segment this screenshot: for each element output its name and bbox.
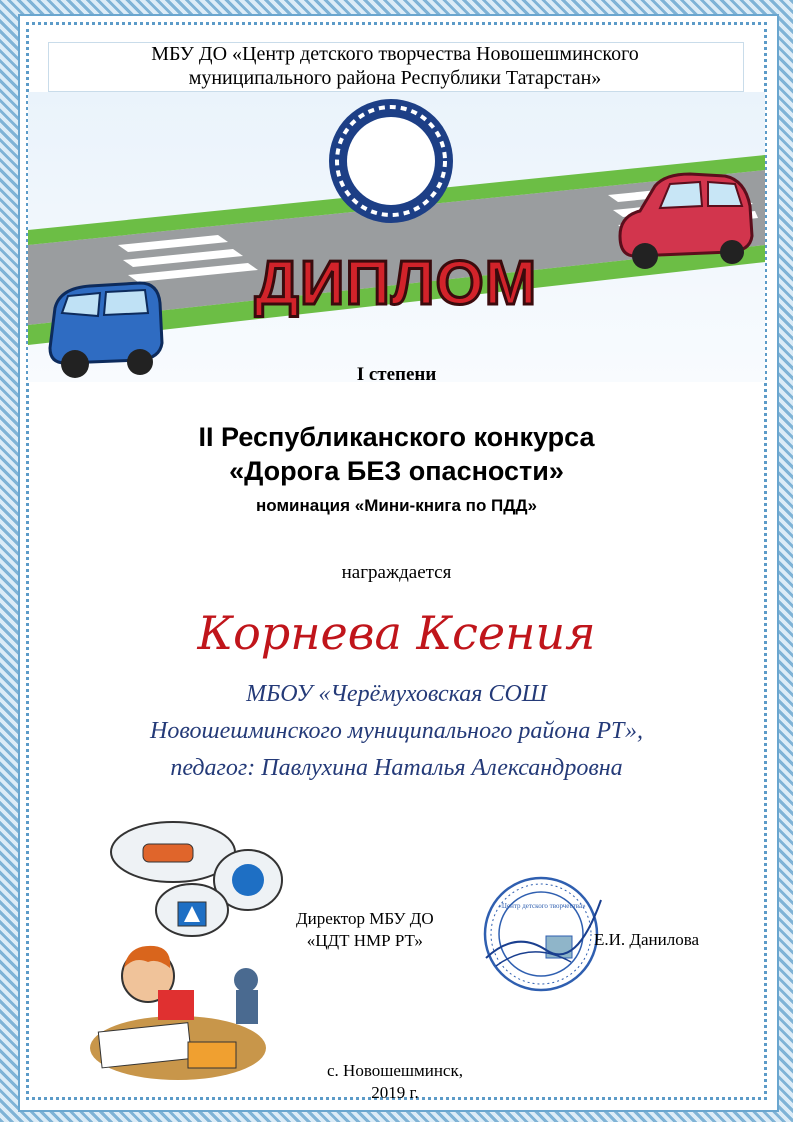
place-and-year <box>290 1060 500 1104</box>
school-line-3: педагог: Павлухина Наталья Александровна <box>170 755 623 781</box>
director-position <box>296 908 434 952</box>
contest-line-2: «Дорога БЕЗ опасности» <box>229 456 564 486</box>
organization-header <box>48 42 742 90</box>
awarded-label: награждается <box>341 562 452 583</box>
winner-name: Корнева Ксения <box>197 606 596 660</box>
director-position-line-1: Директор МБУ ДО <box>296 909 434 928</box>
organization-line-2: муниципального района Республики Татарстан» <box>188 67 602 89</box>
school-line-2: Новошешминского муниципального района РТ», <box>150 718 643 744</box>
director-position-line-2: «ЦДТ НМР РТ» <box>306 931 423 950</box>
school-line-1: МБОУ «Черёмуховская СОШ <box>246 681 547 707</box>
diploma-title-banner <box>236 248 556 318</box>
contest-title <box>0 420 793 488</box>
emblem-ornament <box>316 96 466 226</box>
nomination-label: номинация «Мини-книга по ПДД» <box>256 496 537 515</box>
degree-label: I степени <box>356 364 437 385</box>
stamp-text: «Центр детского творчества» <box>498 902 586 910</box>
contest-line-1: II Республиканского конкурса <box>198 422 595 452</box>
red-car-image <box>610 166 760 276</box>
place-label: с. Новошешминск, <box>327 1061 463 1080</box>
school-info <box>0 676 793 787</box>
organization-line-1: МБУ ДО «Центр детского творчества Новошешминского <box>151 43 639 65</box>
child-illustration <box>88 818 288 1080</box>
official-stamp <box>476 870 606 998</box>
year-label: 2019 г. <box>371 1083 419 1102</box>
director-name: Е.И. Данилова <box>594 930 700 949</box>
diploma-title: ДИПЛОМ <box>254 249 538 318</box>
